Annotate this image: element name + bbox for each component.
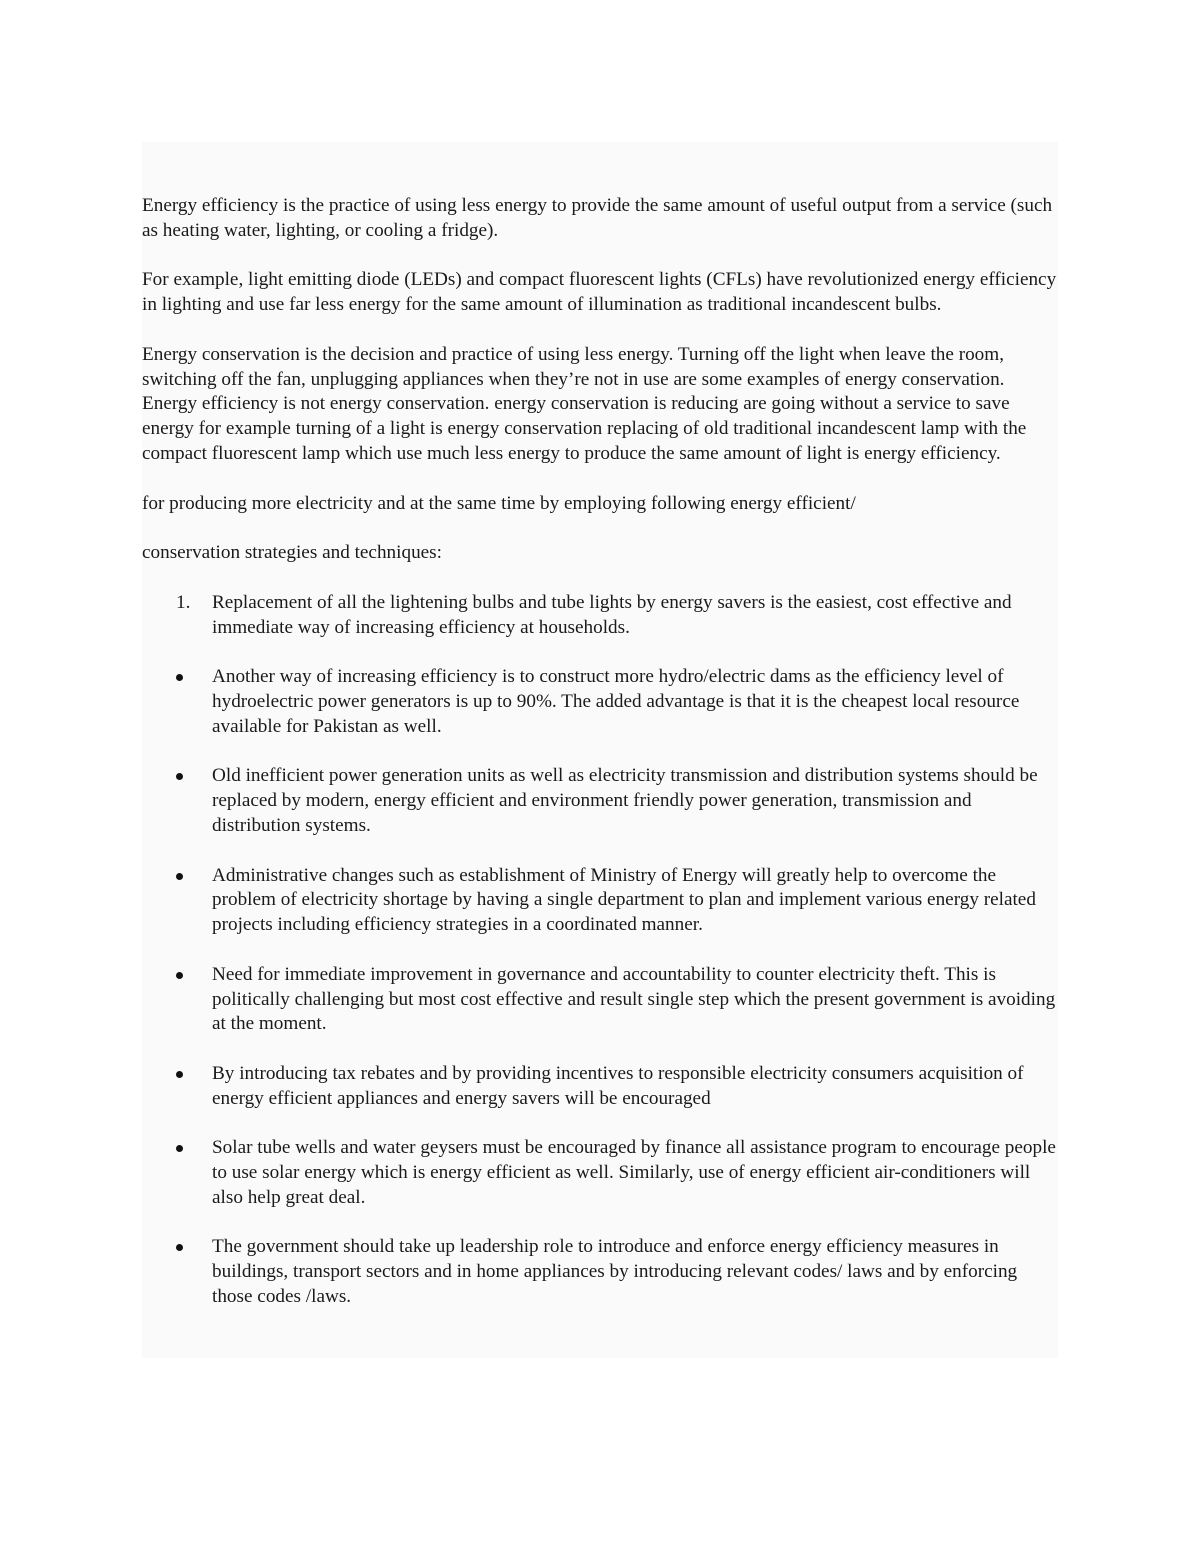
paragraph-efficiency-definition: Energy efficiency is the practice of using less energy to provide the same amount of useful output from a service (such as heating water, lighting, or cooling a fridge). [142, 195, 1053, 241]
list-item [142, 764, 1058, 838]
bullet-icon [176, 873, 183, 880]
paragraph-strategies-heading: conservation strategies and techniques: [142, 542, 442, 564]
list-item [142, 1062, 1058, 1112]
list-item-text: Old inefficient power generation units as well as electricity transmission and distribution systems should be replaced by modern, energy efficient and environment friendly power generation, transmission and distribution systems. [212, 765, 1038, 836]
list-item-text: Solar tube wells and water geysers must be encouraged by finance all assistance program to encourage people to use solar energy which is energy efficient as well. Similarly, use of energy efficient air-conditioners will also help great deal. [212, 1137, 1056, 1208]
strategy-list [142, 591, 1058, 1310]
paragraph-intro-strategies: for producing more electricity and at the same time by employing following energy efficient/ [142, 492, 856, 514]
bullet-icon [176, 674, 183, 681]
list-item [142, 963, 1058, 1037]
list-item-text: Administrative changes such as establishment of Ministry of Energy will greatly help to overcome the problem of electricity shortage by having a single department to plan and implement various energy related projects including efficiency strategies in a coordinated manner. [212, 864, 1036, 936]
bullet-icon [176, 1071, 183, 1078]
list-item [142, 1136, 1058, 1210]
list-item [142, 591, 1058, 641]
bullet-icon [176, 773, 183, 780]
paragraph-led-example: For example, light emitting diode (LEDs) and compact fluorescent lights (CFLs) have revolutionized energy efficiency in lighting and use far less energy for the same amount of illumination as traditional incandescent bulbs. [142, 269, 1057, 316]
document-body [142, 142, 1058, 1358]
bullet-icon [176, 972, 183, 979]
list-item-text: Another way of increasing efficiency is to construct more hydro/electric dams as the efficiency level of hydroelectric power generators is up to 90%. The added advantage is that it is the cheapest local resource available for Pakistan as well. [212, 666, 1020, 737]
list-item [142, 864, 1058, 938]
bullet-icon [176, 1145, 183, 1152]
list-item [142, 1235, 1058, 1309]
list-item [142, 665, 1058, 739]
list-item-text: The government should take up leadership role to introduce and enforce energy efficiency measures in buildings, transport sectors and in home appliances by introducing relevant codes/ laws and by enforcing those codes /laws. [212, 1236, 1018, 1308]
list-item-text: By introducing tax rebates and by providing incentives to responsible electricity consumers acquisition of energy efficient appliances and energy savers will be encouraged [212, 1062, 1024, 1109]
paragraph-conservation-definition: Energy conservation is the decision and practice of using less energy. Turning off the light when leave the room, switching off the fan, unplugging appliances when they’re not in use are some examples of energy conservation. Energy efficiency is not energy conservation. energy conservation is reducing are going without a service to save energy for example turning of a light is energy conservation replacing of old traditional incandescent lamp with the compact fluorescent lamp which use much less energy to produce the same amount of light is energy efficiency. [142, 343, 1027, 464]
bullet-icon [176, 1244, 183, 1251]
list-item-text: Replacement of all the lightening bulbs and tube lights by energy savers is the easiest, cost effective and immediate way of increasing efficiency at households. [212, 591, 1012, 638]
document-text [142, 194, 1058, 1335]
list-item-text: Need for immediate improvement in governance and accountability to counter electricity theft. This is politically challenging but most cost effective and result single step which the present government is avoiding at the moment. [212, 963, 1056, 1035]
list-number: 1. [176, 591, 191, 613]
